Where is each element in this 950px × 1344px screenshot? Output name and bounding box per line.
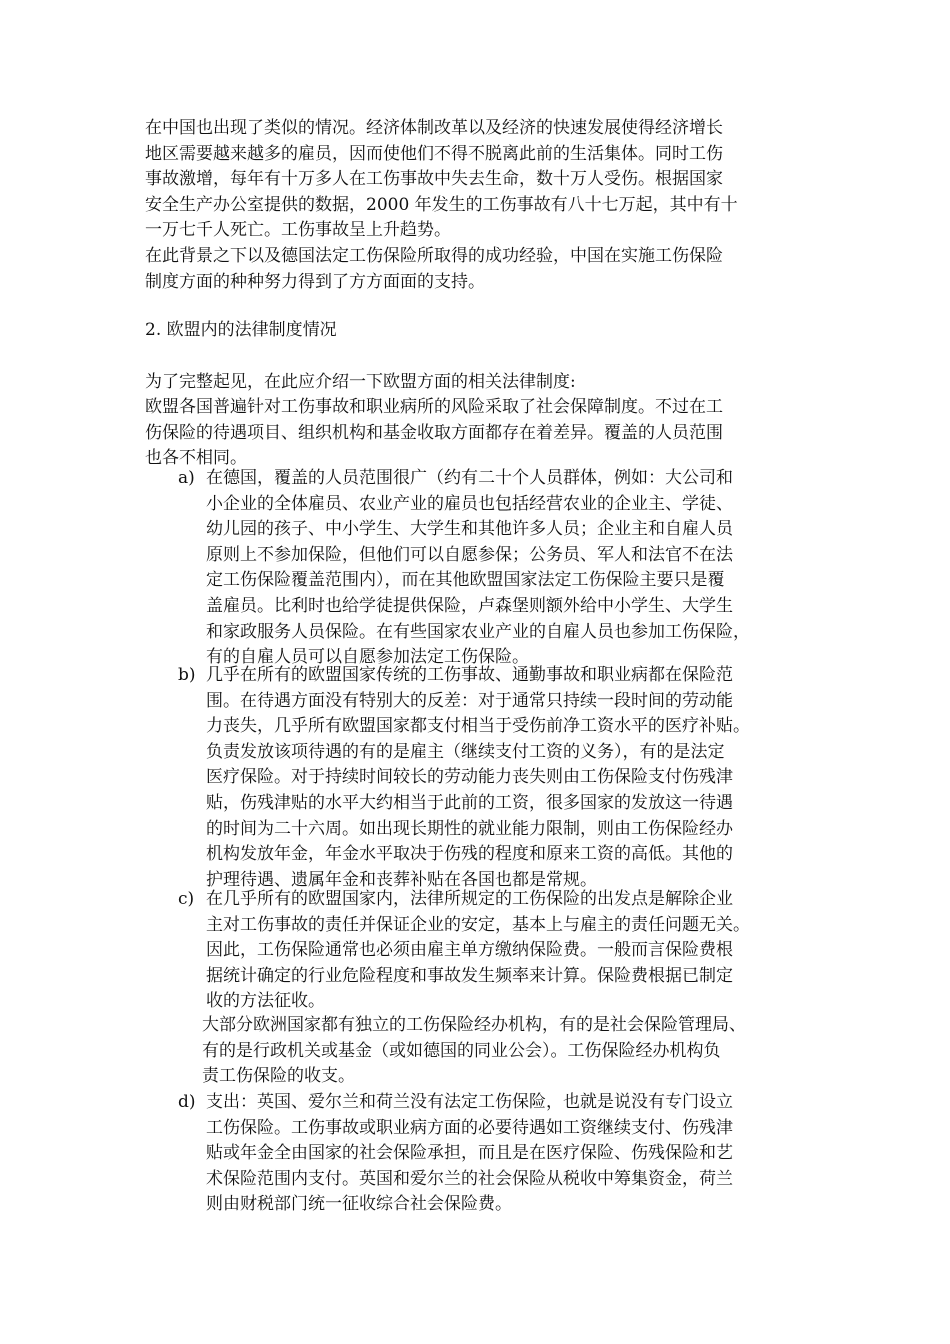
list-item-a: 在德国，覆盖的人员范围很广（约有二十个人员群体，例如：大公司和 小企业的全体雇员、农业产业的雇员也包括经营农业的企业主、学徒、 幼儿园的孩子、中小学生、大学生和其他许多人员；企业主和自雇人员 原则上不参加保险，但他们可以自愿参保；公务员、军人和法官不在法 定工伤保险覆盖范围内），而在其他欧盟国家法定工伤保险主要只是覆 盖雇员。比利时也给学徒提供保险，卢森堡则额外给中小学生、大学生 和家政服务人员保险。在有些国家农业产业的自雇人员也参加工伤保险， 有的自雇人员可以自愿参加法定工伤保险。: [206, 468, 750, 668]
section-paragraph-2: 欧盟各国普遍针对工伤事故和职业病所的风险采取了社会保障制度。不过在工 伤保险的待遇项目、组织机构和基金收取方面都存在着差异。覆盖的人员范围 也各不相同。: [145, 397, 723, 469]
section-heading: 2. 欧盟内的法律制度情况: [145, 320, 337, 340]
list-item-marker-d: d): [178, 1092, 196, 1112]
list-item-b: 几乎在所有的欧盟国家传统的工伤事故、通勤事故和职业病都在保险范 围。在待遇方面没有特别大的反差：对于通常只持续一段时间的劳动能 力丧失，几乎所有欧盟国家都支付相当于受伤前净工资水平的医疗补贴。 负责发放该项待遇的有的是雇主（继续支付工资的义务），有的是法定 医疗保险。对于持续时间较长的劳动能力丧失则由工伤保险支付伤残津 贴，伤残津贴的水平大约相当于此前的工资，很多国家的发放这一待遇 的时间为二十六周。如出现长期性的就业能力限制，则由工伤保险经办 机构发放年金，年金水平取决于伤残的程度和原来工资的高低。其他的 护理待遇、遗属年金和丧葬补贴在各国也都是常规。: [206, 665, 750, 890]
list-item-c: 在几乎所有的欧盟国家内，法律所规定的工伤保险的出发点是解除企业 主对工伤事故的责任并保证企业的安定，基本上与雇主的责任问题无关。 因此，工伤保险通常也必须由雇主单方缴纳保险费。一般而言保险费根 据统计确定的行业危险程度和事故发生频率来计算。保险费根据已制定 收的方法征收。: [206, 889, 750, 1012]
list-item-marker-b: b): [178, 665, 196, 685]
list-item-marker-a: a): [178, 468, 195, 488]
list-item-marker-c: c): [178, 889, 195, 909]
section-paragraph-1: 为了完整起见，在此应介绍一下欧盟方面的相关法律制度:: [145, 372, 576, 392]
list-item-c-continuation: 大部分欧洲国家都有独立的工伤保险经办机构，有的是社会保险管理局、 有的是行政机关或基金（或如德国的同业公会）。工伤保险经办机构负 责工伤保险的收支。: [202, 1015, 746, 1087]
intro-paragraph-1: 在中国也出现了类似的情况。经济体制改革以及经济的快速发展使得经济增长 地区需要越来越多的雇员，因而使他们不得不脱离此前的生活集体。同时工伤 事故激增，每年有十万多人在工伤事故中失去生命，数十万人受伤。根据国家 安全生产办公室提供的数据，2000 年发生的工伤事故有八十七万起，其中有十 一万七千人死亡。工伤事故呈上升趋势。: [145, 118, 738, 241]
intro-paragraph-2: 在此背景之下以及德国法定工伤保险所取得的成功经验，中国在实施工伤保险 制度方面的种种努力得到了方方面面的支持。: [145, 246, 723, 292]
list-item-d: 支出：英国、爱尔兰和荷兰没有法定工伤保险，也就是说没有专门设立 工伤保险。工伤事故或职业病方面的必要待遇如工资继续支付、伤残津 贴或年金全由国家的社会保险承担，而且是在医疗保险、伤残保险和艺 术保险范围内支付。英国和爱尔兰的社会保险从税收中筹集资金，荷兰 则由财税部门统一征收综合社会保险费。: [206, 1092, 733, 1215]
